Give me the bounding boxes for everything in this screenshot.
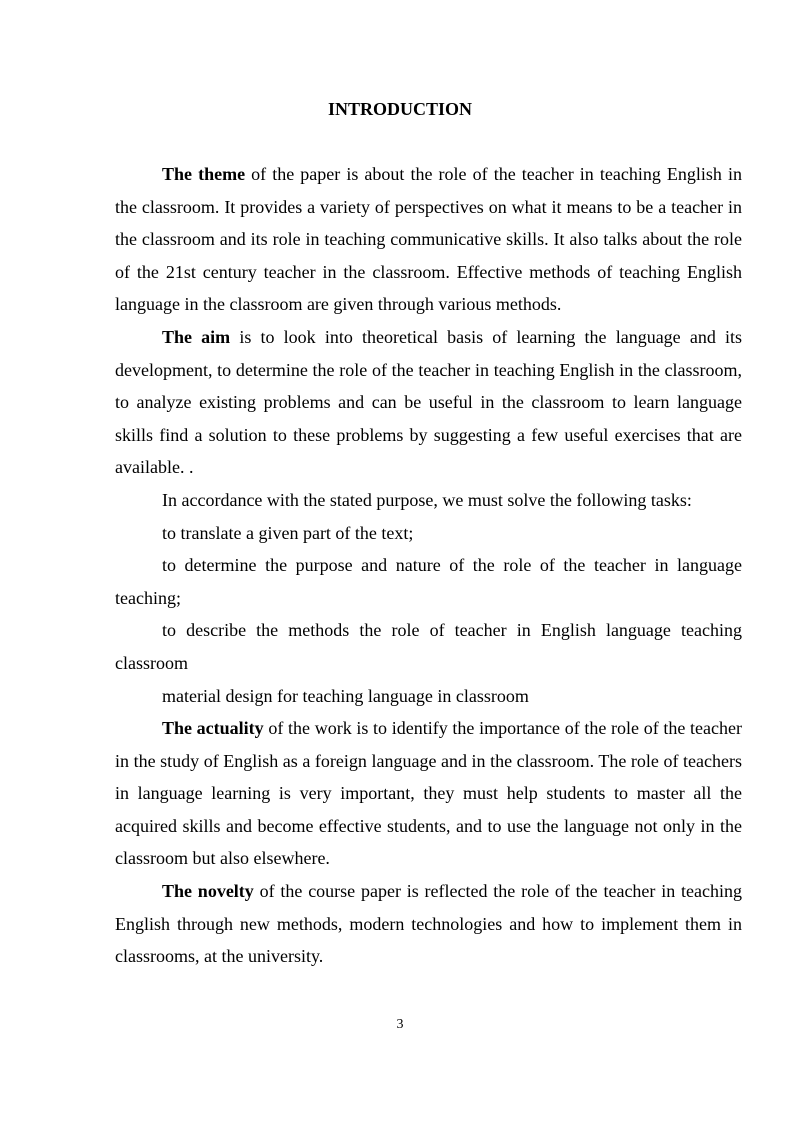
paragraph-theme xyxy=(115,158,742,321)
body-text xyxy=(115,158,742,973)
paragraph-text: of the paper is about the role of the teacher in teaching English in the classroom. It provides a variety of perspectives on what it means to be a teacher in the classroom and its role in teaching communicative skills. It also talks about the role of the 21st century teacher in the classroom. Effective methods of teaching English language in the classroom are given through various methods. xyxy=(115,164,742,315)
paragraph-text: is to look into theoretical basis of learning the language and its development, to determine the role of the teacher in teaching English in the classroom, to analyze existing problems and can be useful in the classroom to learn language skills find a solution to these problems by suggesting a few useful exercises that are available. . xyxy=(115,326,742,478)
task-item: to translate a given part of the text; xyxy=(162,522,414,543)
paragraph-aim xyxy=(115,321,742,484)
lead-term: The actuality xyxy=(162,718,264,739)
page-number: 3 xyxy=(396,1017,404,1032)
paragraph-text: of the course paper is reflected the role of the teacher in teaching English through new methods, modern technologies and how to implement them in classrooms, at the university. xyxy=(115,881,742,967)
page-title: INTRODUCTION xyxy=(327,99,473,119)
lead-term: The aim xyxy=(162,326,231,347)
task-item: to describe the methods the role of teacher in English language teaching classroom xyxy=(115,620,742,673)
paragraph-novelty xyxy=(115,875,742,973)
lead-term: The theme xyxy=(162,164,246,184)
paragraph-text: of the work is to identify the importance of the role of the teacher in the study of English as a foreign language and in the classroom. The role of teachers in language learning is very important, they must help students to master all the acquired skills and become effective students, and to use the language not only in the classroom but also elsewhere. xyxy=(115,718,742,869)
task-item: to determine the purpose and nature of the role of the teacher in language teaching; xyxy=(115,555,742,608)
paragraph-tasks-intro: In accordance with the stated purpose, we must solve the following tasks: xyxy=(162,489,692,510)
lead-term: The novelty xyxy=(162,881,254,902)
paragraph-actuality xyxy=(115,712,742,875)
task-item: material design for teaching language in classroom xyxy=(162,685,529,706)
